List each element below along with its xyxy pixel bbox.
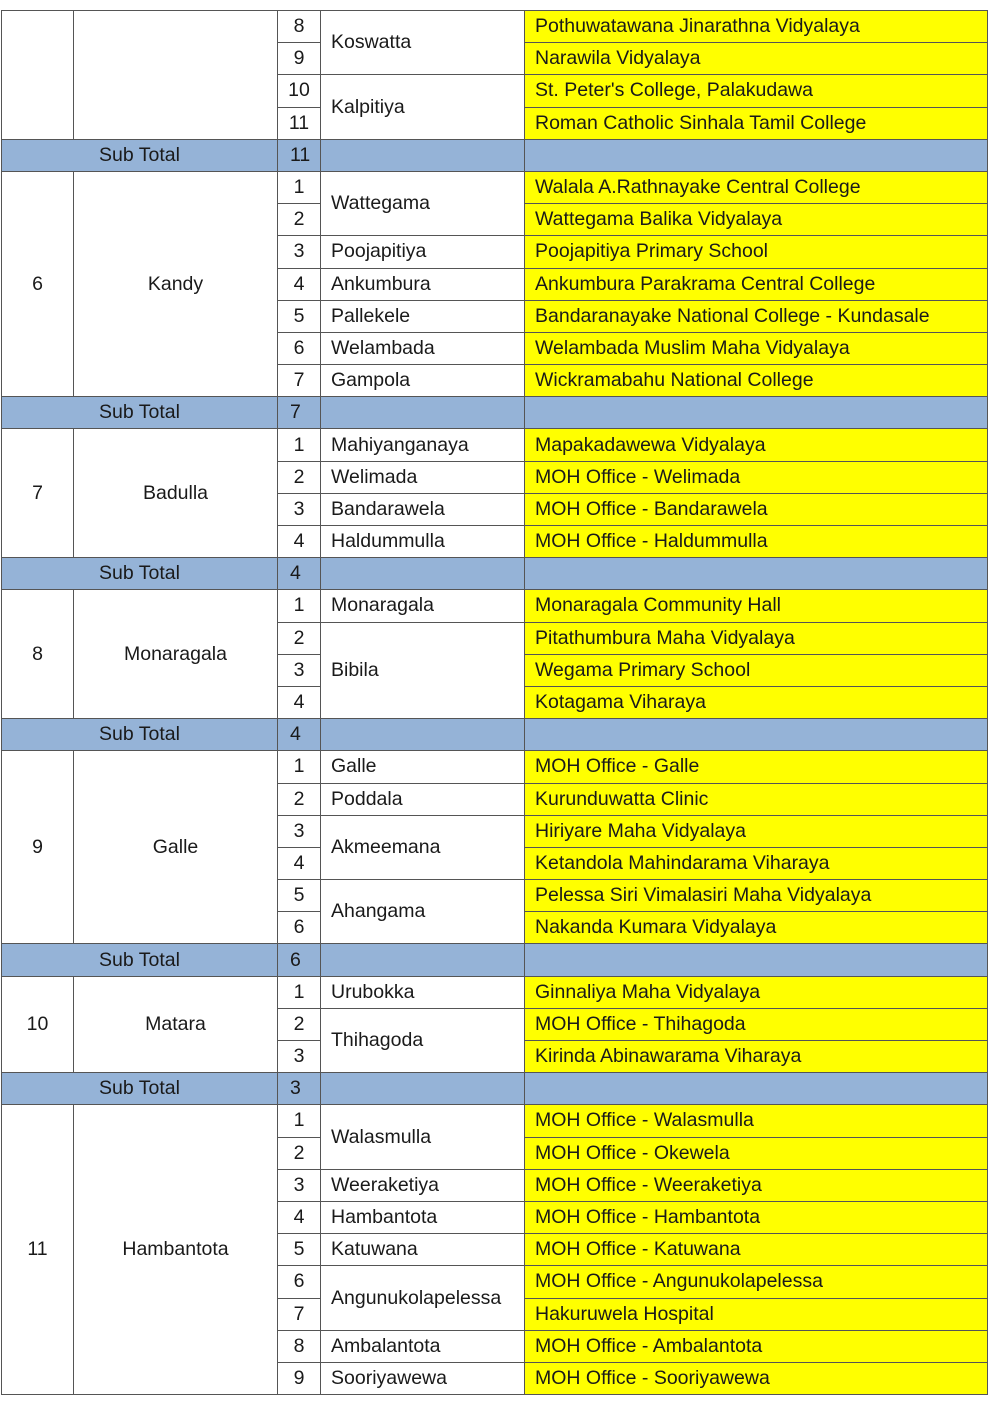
sub-total-label: Sub Total (2, 139, 278, 171)
division-name: Wattegama (321, 171, 525, 235)
centre-name: MOH Office - Ambalantota (525, 1330, 988, 1362)
serial-number: 3 (278, 236, 321, 268)
sub-total-value: 3 (278, 1073, 321, 1105)
sub-total-empty-cell (525, 397, 988, 429)
sub-total-row (2, 139, 988, 171)
sub-total-label: Sub Total (2, 1073, 278, 1105)
serial-number: 4 (278, 686, 321, 718)
serial-number: 4 (278, 526, 321, 558)
centre-name: Wickramabahu National College (525, 365, 988, 397)
serial-number: 2 (278, 783, 321, 815)
district-name: Badulla (74, 429, 278, 558)
serial-number: 2 (278, 204, 321, 236)
serial-number: 6 (278, 912, 321, 944)
division-name: Bandarawela (321, 493, 525, 525)
centre-name: Kotagama Viharaya (525, 686, 988, 718)
centre-name: Pothuwatawana Jinarathna Vidyalaya (525, 11, 988, 43)
sub-total-empty-cell (321, 139, 525, 171)
serial-number: 2 (278, 1137, 321, 1169)
division-name: Ambalantota (321, 1330, 525, 1362)
division-name: Katuwana (321, 1234, 525, 1266)
serial-number: 3 (278, 493, 321, 525)
division-name: Sooriyawewa (321, 1362, 525, 1394)
centre-name: Wegama Primary School (525, 654, 988, 686)
district-name: Monaragala (74, 590, 278, 719)
division-name: Haldummulla (321, 526, 525, 558)
sub-total-value: 11 (278, 139, 321, 171)
centre-name: Narawila Vidyalaya (525, 43, 988, 75)
serial-number: 9 (278, 1362, 321, 1394)
division-name: Akmeemana (321, 815, 525, 879)
serial-number: 2 (278, 622, 321, 654)
serial-number: 11 (278, 107, 321, 139)
sub-total-value: 7 (278, 397, 321, 429)
division-name: Galle (321, 751, 525, 783)
district-name: Galle (74, 751, 278, 944)
division-name: Weeraketiya (321, 1169, 525, 1201)
serial-number: 9 (278, 43, 321, 75)
district-name: Matara (74, 976, 278, 1073)
sub-total-empty-cell (321, 944, 525, 976)
centre-name: Mapakadawewa Vidyalaya (525, 429, 988, 461)
centre-name: MOH Office - Angunukolapelessa (525, 1266, 988, 1298)
division-name: Bibila (321, 622, 525, 719)
centre-name: MOH Office - Galle (525, 751, 988, 783)
sub-total-empty-cell (525, 139, 988, 171)
centre-name: Poojapitiya Primary School (525, 236, 988, 268)
table-row (2, 429, 988, 461)
division-name: Ahangama (321, 880, 525, 944)
sub-total-empty-cell (321, 1073, 525, 1105)
sub-total-label: Sub Total (2, 397, 278, 429)
centre-name: Pelessa Siri Vimalasiri Maha Vidyalaya (525, 880, 988, 912)
division-name: Angunukolapelessa (321, 1266, 525, 1330)
district-number: 10 (2, 976, 74, 1073)
district-name (74, 11, 278, 140)
centre-name: Nakanda Kumara Vidyalaya (525, 912, 988, 944)
sub-total-row (2, 944, 988, 976)
centre-name: MOH Office - Thihagoda (525, 1008, 988, 1040)
table-row (2, 751, 988, 783)
serial-number: 8 (278, 11, 321, 43)
division-name: Gampola (321, 365, 525, 397)
centre-name: MOH Office - Okewela (525, 1137, 988, 1169)
serial-number: 1 (278, 976, 321, 1008)
district-number: 6 (2, 171, 74, 396)
sub-total-empty-cell (525, 558, 988, 590)
serial-number: 6 (278, 332, 321, 364)
serial-number: 3 (278, 815, 321, 847)
district-number: 7 (2, 429, 74, 558)
district-name: Hambantota (74, 1105, 278, 1395)
serial-number: 2 (278, 461, 321, 493)
serial-number: 8 (278, 1330, 321, 1362)
centre-name: St. Peter's College, Palakudawa (525, 75, 988, 107)
sub-total-row (2, 558, 988, 590)
serial-number: 7 (278, 1298, 321, 1330)
serial-number: 1 (278, 429, 321, 461)
division-name: Thihagoda (321, 1008, 525, 1072)
centre-name: MOH Office - Haldummulla (525, 526, 988, 558)
division-name: Mahiyanganaya (321, 429, 525, 461)
serial-number: 3 (278, 1041, 321, 1073)
centre-name: MOH Office - Welimada (525, 461, 988, 493)
district-name: Kandy (74, 171, 278, 396)
centre-name: Ginnaliya Maha Vidyalaya (525, 976, 988, 1008)
centre-name: MOH Office - Walasmulla (525, 1105, 988, 1137)
serial-number: 2 (278, 1008, 321, 1040)
serial-number: 3 (278, 654, 321, 686)
table-row (2, 976, 988, 1008)
centre-name: Monaragala Community Hall (525, 590, 988, 622)
table-row (2, 11, 988, 43)
district-number: 9 (2, 751, 74, 944)
division-name: Pallekele (321, 300, 525, 332)
centre-name: MOH Office - Weeraketiya (525, 1169, 988, 1201)
serial-number: 4 (278, 268, 321, 300)
centre-name: Ankumbura Parakrama Central College (525, 268, 988, 300)
sub-total-label: Sub Total (2, 558, 278, 590)
serial-number: 1 (278, 751, 321, 783)
serial-number: 6 (278, 1266, 321, 1298)
sub-total-value: 4 (278, 719, 321, 751)
centre-name: Ketandola Mahindarama Viharaya (525, 847, 988, 879)
sub-total-empty-cell (321, 558, 525, 590)
serial-number: 5 (278, 300, 321, 332)
table-row (2, 590, 988, 622)
division-name: Hambantota (321, 1201, 525, 1233)
centre-name: Walala A.Rathnayake Central College (525, 171, 988, 203)
division-name: Koswatta (321, 11, 525, 75)
serial-number: 5 (278, 880, 321, 912)
serial-number: 1 (278, 590, 321, 622)
serial-number: 3 (278, 1169, 321, 1201)
sub-total-empty-cell (525, 944, 988, 976)
sub-total-row (2, 719, 988, 751)
centre-name: Hakuruwela Hospital (525, 1298, 988, 1330)
centre-name: Bandaranayake National College - Kundasale (525, 300, 988, 332)
centre-name: Roman Catholic Sinhala Tamil College (525, 107, 988, 139)
division-name: Poojapitiya (321, 236, 525, 268)
centre-name: MOH Office - Sooriyawewa (525, 1362, 988, 1394)
sub-total-label: Sub Total (2, 944, 278, 976)
centre-name: Pitathumbura Maha Vidyalaya (525, 622, 988, 654)
table-row (2, 1105, 988, 1137)
division-name: Welimada (321, 461, 525, 493)
division-name: Walasmulla (321, 1105, 525, 1169)
centre-name: Wattegama Balika Vidyalaya (525, 204, 988, 236)
division-name: Welambada (321, 332, 525, 364)
division-name: Poddala (321, 783, 525, 815)
sub-total-row (2, 397, 988, 429)
centre-name: Welambada Muslim Maha Vidyalaya (525, 332, 988, 364)
serial-number: 1 (278, 171, 321, 203)
serial-number: 10 (278, 75, 321, 107)
centre-name: Kirinda Abinawarama Viharaya (525, 1041, 988, 1073)
sub-total-empty-cell (321, 719, 525, 751)
sub-total-label: Sub Total (2, 719, 278, 751)
division-name: Monaragala (321, 590, 525, 622)
allocation-table (1, 10, 988, 1395)
sub-total-empty-cell (321, 397, 525, 429)
sub-total-row (2, 1073, 988, 1105)
serial-number: 4 (278, 1201, 321, 1233)
serial-number: 7 (278, 365, 321, 397)
serial-number: 1 (278, 1105, 321, 1137)
district-number (2, 11, 74, 140)
division-name: Kalpitiya (321, 75, 525, 139)
serial-number: 5 (278, 1234, 321, 1266)
serial-number: 4 (278, 847, 321, 879)
centre-name: Hiriyare Maha Vidyalaya (525, 815, 988, 847)
sub-total-empty-cell (525, 719, 988, 751)
sub-total-value: 6 (278, 944, 321, 976)
sub-total-empty-cell (525, 1073, 988, 1105)
division-name: Urubokka (321, 976, 525, 1008)
centre-name: MOH Office - Hambantota (525, 1201, 988, 1233)
centre-name: Kurunduwatta Clinic (525, 783, 988, 815)
sub-total-value: 4 (278, 558, 321, 590)
table-row (2, 171, 988, 203)
district-number: 11 (2, 1105, 74, 1395)
centre-name: MOH Office - Bandarawela (525, 493, 988, 525)
district-number: 8 (2, 590, 74, 719)
division-name: Ankumbura (321, 268, 525, 300)
centre-name: MOH Office - Katuwana (525, 1234, 988, 1266)
table-body (2, 11, 988, 1395)
